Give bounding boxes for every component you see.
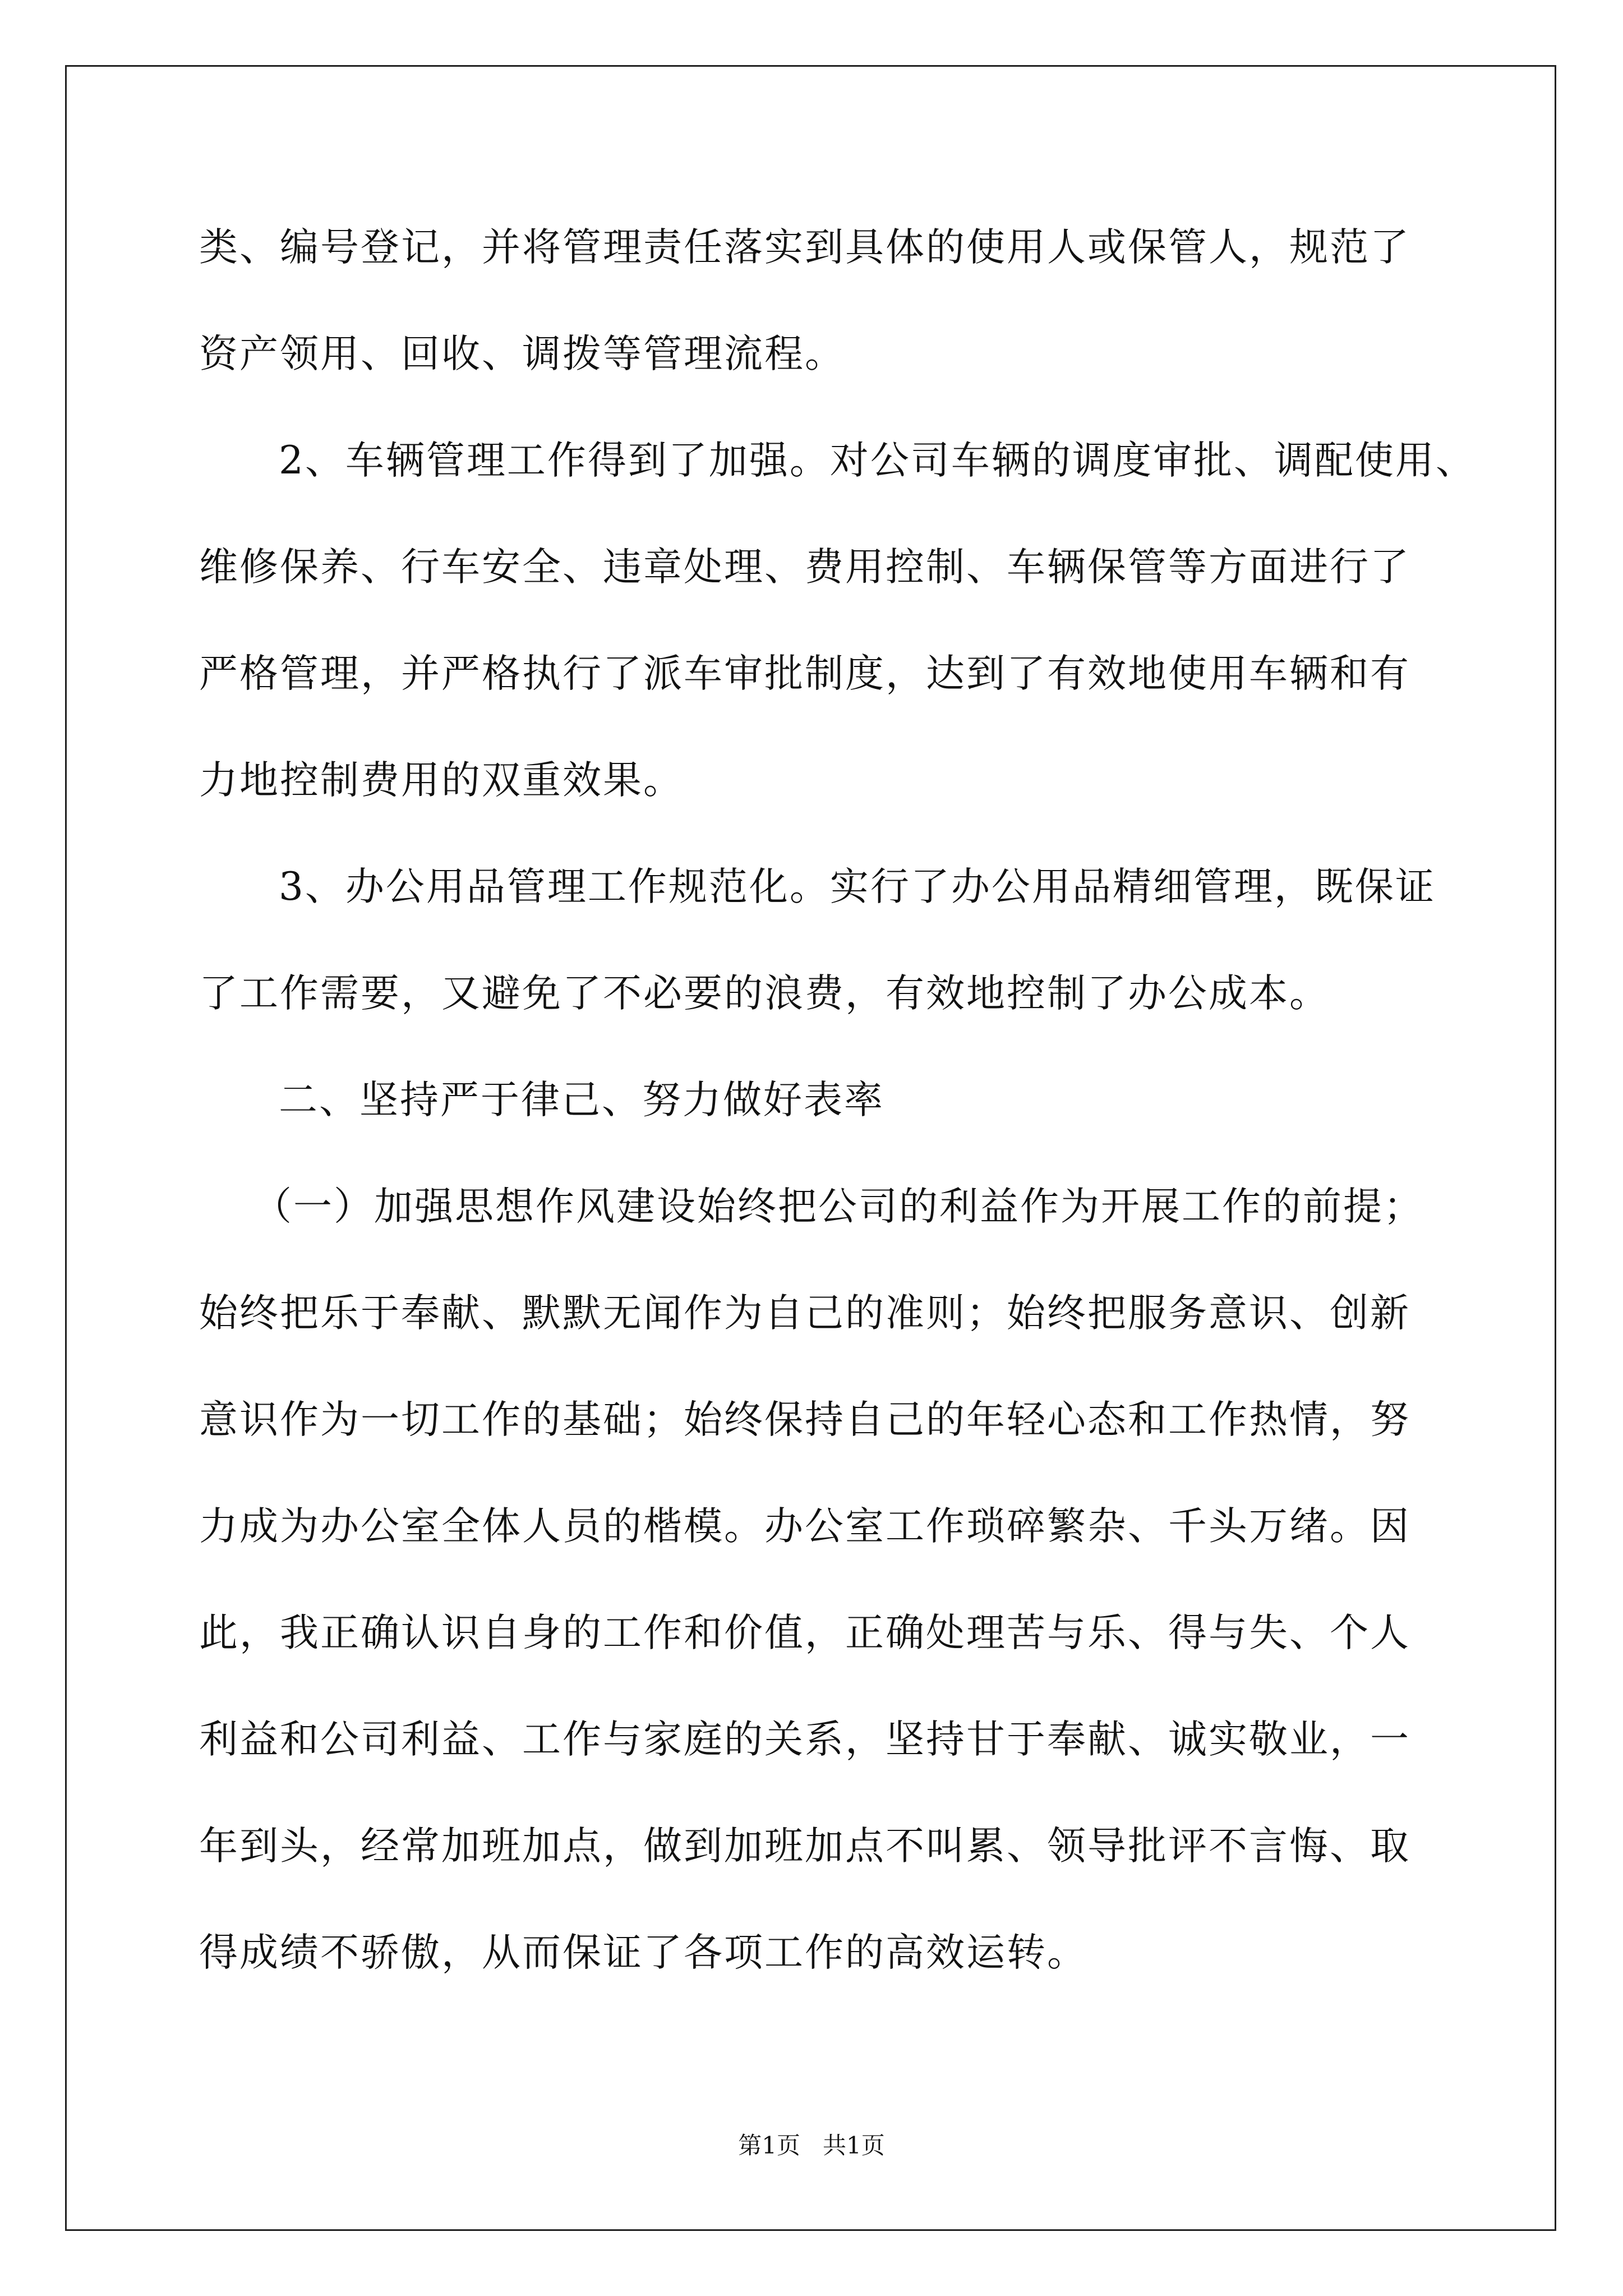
text-line: 力地控制费用的双重效果。 bbox=[199, 758, 684, 803]
paragraph-start-line: 2、车辆管理工作得到了加强。对公司车辆的调度审批、调配使用、 bbox=[279, 438, 1476, 483]
text-line: 类、编号登记，并将管理责任落实到具体的使用人或保管人，规范了 bbox=[199, 225, 1410, 270]
text-line: 维修保养、行车安全、违章处理、费用控制、车辆保管等方面进行了 bbox=[199, 545, 1410, 590]
text-line: 利益和公司利益、工作与家庭的关系，坚持甘于奉献、诚实敬业，一 bbox=[199, 1717, 1410, 1762]
text-line: 意识作为一切工作的基础；始终保持自己的年轻心态和工作热情，努 bbox=[199, 1397, 1410, 1442]
page-footer: 第1页 共1页 bbox=[738, 2132, 885, 2159]
page-border bbox=[65, 65, 1556, 2231]
text-line: 得成绩不骄傲，从而保证了各项工作的高效运转。 bbox=[199, 1930, 1087, 1975]
text-line: 了工作需要，又避免了不必要的浪费，有效地控制了办公成本。 bbox=[199, 971, 1330, 1016]
text-line: 资产领用、回收、调拨等管理流程。 bbox=[199, 332, 845, 376]
text-line: 此，我正确认识自身的工作和价值，正确处理苦与乐、得与失、个人 bbox=[199, 1611, 1410, 1655]
text-line: 年到头，经常加班加点，做到加班加点不叫累、领导批评不言悔、取 bbox=[199, 1824, 1410, 1869]
text-line: 力成为办公室全体人员的楷模。办公室工作琐碎繁杂、千头万绪。因 bbox=[199, 1504, 1410, 1549]
text-line: 始终把乐于奉献、默默无闻作为自己的准则；始终把服务意识、创新 bbox=[199, 1291, 1410, 1336]
paragraph-start-line: 3、办公用品管理工作规范化。实行了办公用品精细管理，既保证 bbox=[279, 864, 1436, 909]
section-heading: 二、坚持严于律己、努力做好表率 bbox=[279, 1078, 884, 1122]
paragraph-start-line: （一）加强思想作风建设始终把公司的利益作为开展工作的前提； bbox=[253, 1184, 1424, 1229]
text-line: 严格管理，并严格执行了派车审批制度，达到了有效地使用车辆和有 bbox=[199, 651, 1410, 696]
